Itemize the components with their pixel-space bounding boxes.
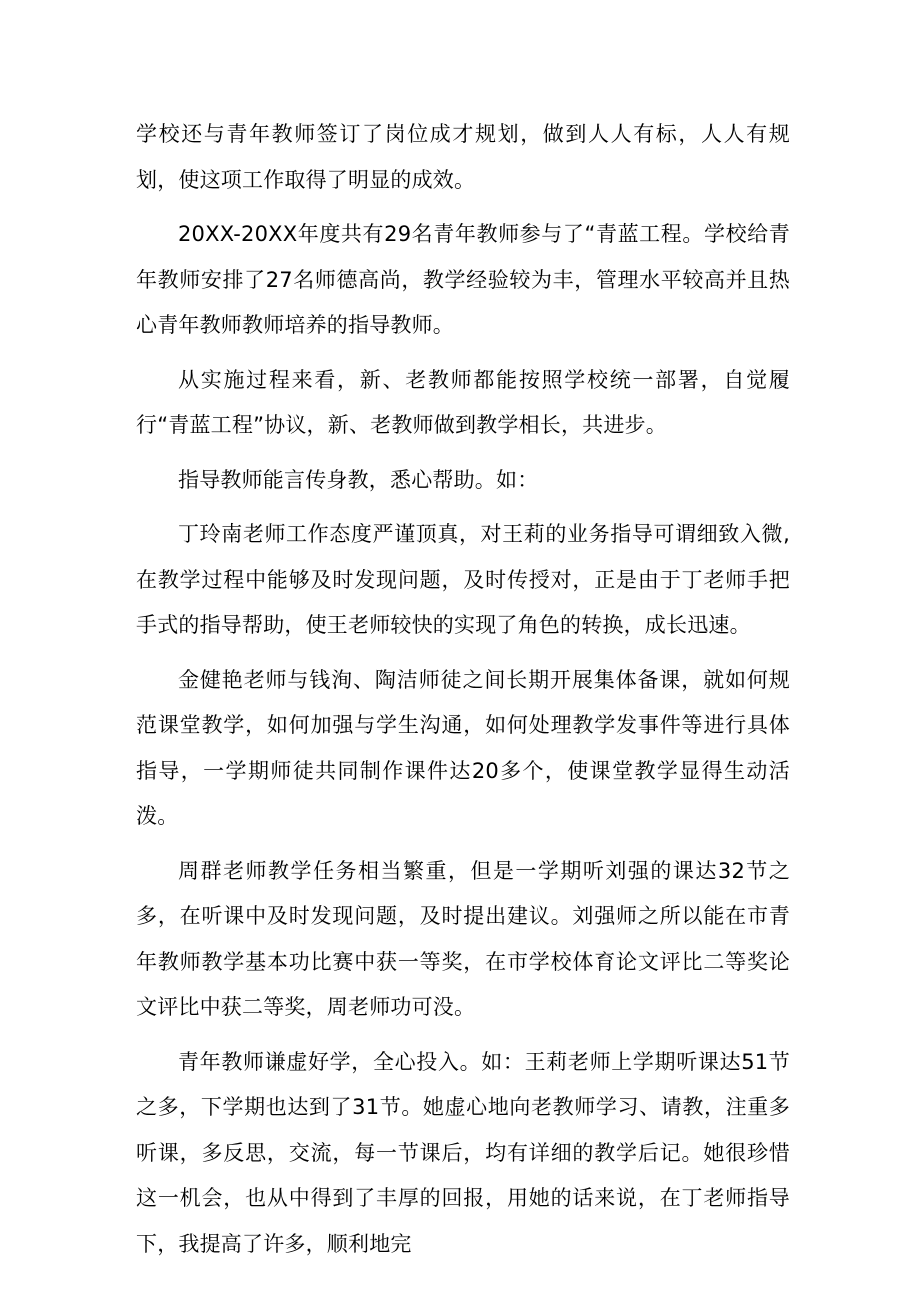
paragraph-2: 20XX-20XX年度共有29名青年教师参与了“青蓝工程。学校给青年教师安排了27名师德高尚，教学经验较为丰，管理水平较高并且热心青年教师教师培养的指导教师。 xyxy=(136,222,790,337)
paragraph-3: 从实施过程来看，新、老教师都能按照学校统一部署，自觉履行“青蓝工程”协议，新、老教师做到教学相长，共进步。 xyxy=(136,367,790,437)
paragraph-7: 周群老师教学任务相当繁重，但是一学期听刘强的课达32节之多，在听课中及时发现问题，及时提出建议。刘强师之所以能在市青年教师教学基本功比赛中获一等奖，在市学校体育论文评比二等奖论文评比中获二等奖，周老师功可没。 xyxy=(136,858,790,1019)
paragraph-1: 学校还与青年教师签订了岗位成才规划，做到人人有标，人人有规划，使这项工作取得了明显的成效。 xyxy=(136,122,790,192)
document-body xyxy=(136,112,790,1276)
paragraph-5: 丁玲南老师工作态度严谨顶真，对王莉的业务指导可谓细致入微,在教学过程中能够及时发现问题，及时传授对，正是由于丁老师手把手式的指导帮助，使王老师较快的实现了角色的转换，成长迅速。 xyxy=(136,522,790,637)
paragraph-4: 指导教师能言传身教，悉心帮助。如： xyxy=(178,467,539,492)
paragraph-8: 青年教师谦虚好学，全心投入。如：王莉老师上学期听课达51节之多，下学期也达到了31节。她虚心地向老教师学习、请教，注重多听课，多反思，交流，每一节课后，均有详细的教学后记。她很珍惜这一机会，也从中得到了丰厚的回报，用她的话来说，在丁老师指导下，我提高了许多，顺利地完 xyxy=(136,1049,790,1256)
paragraph-6: 金健艳老师与钱洵、陶洁师徒之间长期开展集体备课，就如何规范课堂教学，如何加强与学生沟通，如何处理教学发事件等进行具体指导，一学期师徒共同制作课件达20多个，使课堂教学显得生动活泼。 xyxy=(136,667,790,828)
